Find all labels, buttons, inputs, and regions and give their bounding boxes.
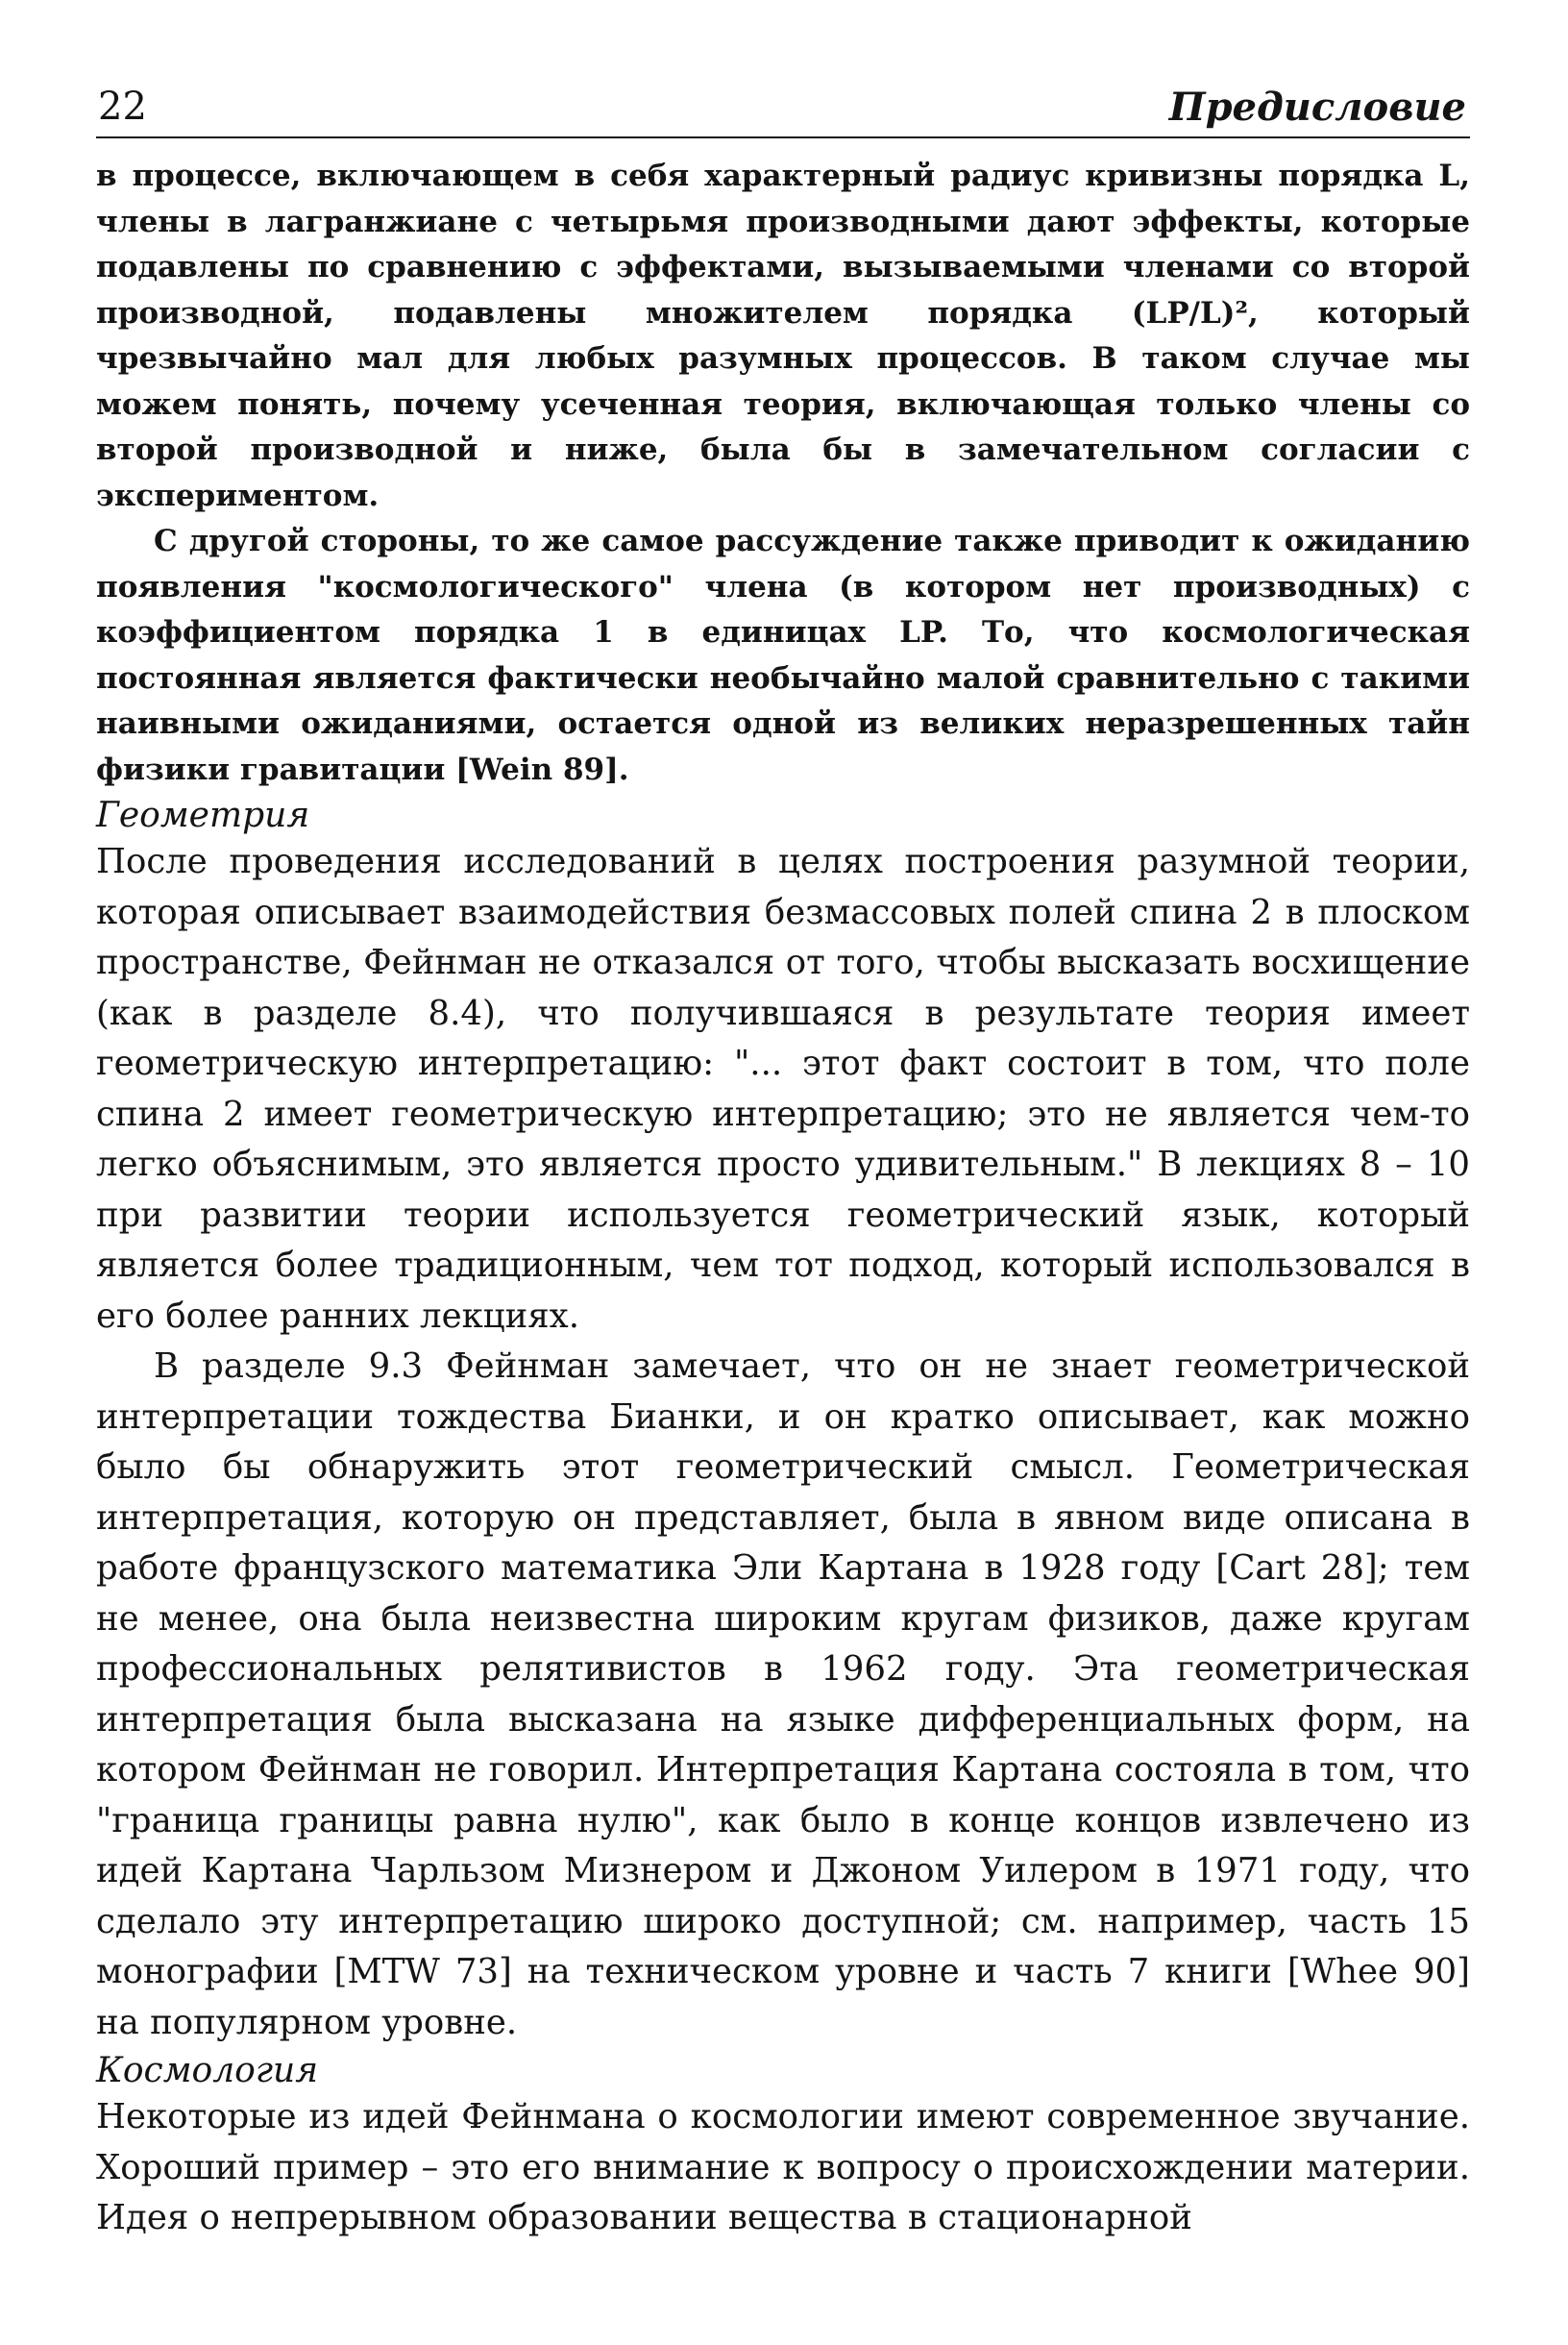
paragraph-planck-suppression: в процессе, включающем в себя характерный радиус кривизны порядка L, члены в лагранжиане с четырьмя производными дают эффекты, которые подавлены по сравнению с эффектами, вызываемыми членами со второй производной, подавлены множителем порядка (LP/L)², который чрезвычайно мал для любых разумных процессов. В таком случае мы можем понять, почему усеченная теория, включающая только члены со второй производной и ниже, была бы в замечательном согласии с экспериментом. bbox=[96, 159, 1470, 513]
page-body bbox=[96, 154, 1470, 2244]
paragraph-bianchi-identity: В разделе 9.3 Фейнман замечает, что он не знает геометрической интерпретации тождества Бианки, и он кратко описывает, как можно было бы обнаружить этот геометрический смысл. Геометрическая интерпретация, которую он представляет, была в явном виде описана в работе французского математика Эли Картана в 1928 году [Cart 28]; тем не менее, она была неизвестна широким кругам физиков, даже кругам профессиональных релятивистов в 1962 году. Эта геометрическая интерпретация была высказана на языке дифференциальных форм, на котором Фейнман не говорил. Интерпретация Картана состояла в том, что "граница границы равна нулю", как было в конце концов извлечено из идей Картана Чарльзом Мизнером и Джоном Уилером в 1971 году, что сделало эту интерпретацию широко доступной; см. например, часть 15 монографии [MTW 73] на техническом уровне и часть 7 книги [Whee 90] на популярном уровне. bbox=[96, 1346, 1470, 2042]
paragraph-cosmological-constant: С другой стороны, то же самое рассуждение также приводит к ожиданию появления "космологического" члена (в котором нет производных) с коэффициентом порядка 1 в единицах LP. То, что космологическая постоянная является фактически необычайно малой сравнительно с такими наивными ожиданиями, остается одной из великих неразрешенных тайн физики гравитации [Wein 89]. bbox=[96, 524, 1470, 787]
paragraph-geometric-interpretation: После проведения исследований в целях построения разумной теории, которая описывает взаимодействия безмассовых полей спина 2 в плоском пространстве, Фейнман не отказался от того, чтобы высказать восхищение (как в разделе 8.4), что получившаяся в результате теория имеет геометрическую интерпретацию: "... этот факт состоит в том, что поле спина 2 имеет геометрическую интерпретацию; это не является чем-то легко объяснимым, это является просто удивительным." В лекциях 8 – 10 при развитии теории используется геометрический язык, который является более традиционным, чем тот подход, который использовался в его более ранних лекциях. bbox=[96, 842, 1470, 1336]
page-number: 22 bbox=[98, 85, 147, 129]
section-heading-cosmology: Космология bbox=[96, 2051, 319, 2090]
paragraph-cosmology: Некоторые из идей Фейнмана о космологии имеют современное звучание. Хороший пример – это его внимание к вопросу о происхождении материи. Идея о непрерывном образовании вещества в стационарной bbox=[96, 2097, 1470, 2237]
section-heading-geometry: Геометрия bbox=[96, 796, 310, 835]
page-header bbox=[96, 79, 1470, 138]
running-title: Предисловие bbox=[1168, 85, 1466, 130]
